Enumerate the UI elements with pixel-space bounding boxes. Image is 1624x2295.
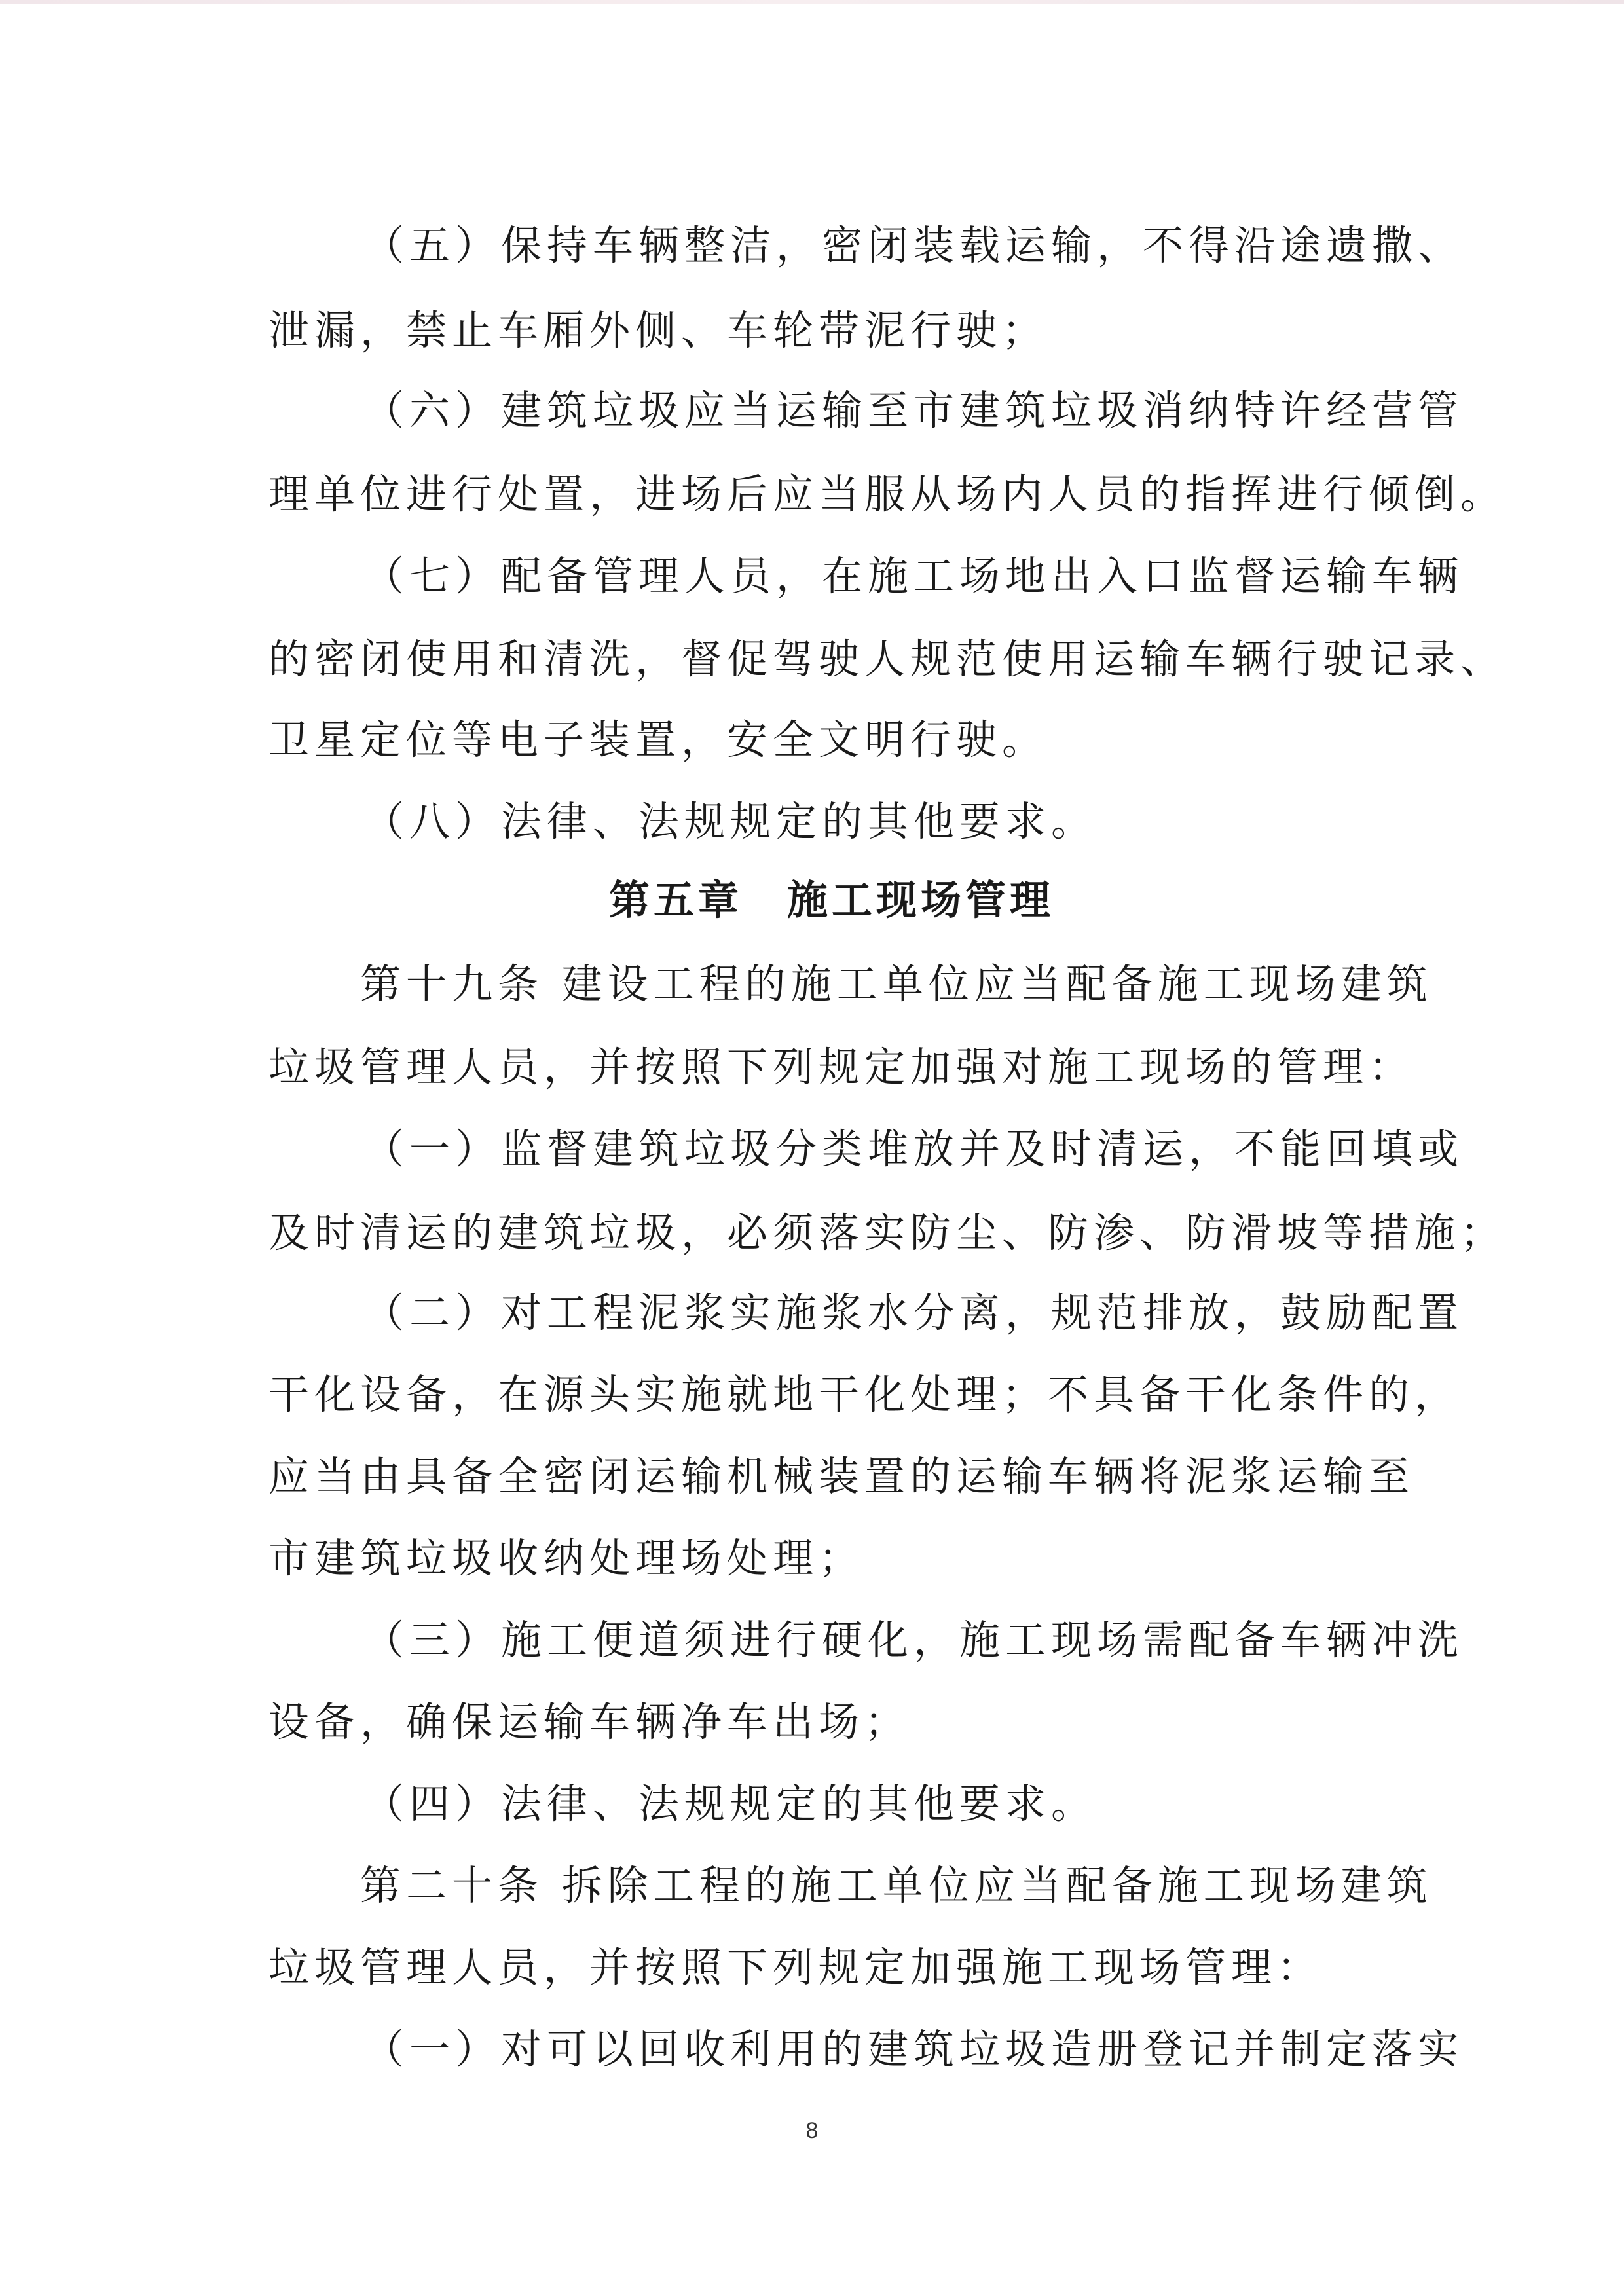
line-text: （一）对可以回收利用的建筑垃圾造册登记并制定落实 [363,2025,1464,2073]
paragraph-line [0,1598,1624,1683]
line-text: （一）监督建筑垃圾分类堆放并及时清运，不能回填或 [363,1125,1464,1173]
line-text: （五）保持车辆整洁，密闭装载运输，不得沿途遗撒、 [363,221,1464,269]
line-text: 干化设备，在源头实施就地干化处理；不具备干化条件的， [268,1370,1461,1418]
line-text: 应当由具备全密闭运输机械装置的运输车辆将泥浆运输至 [268,1452,1415,1500]
paragraph-line [0,779,1624,864]
line-text: 及时清运的建筑垃圾，必须落实防尘、防渗、防滑坡等措施； [268,1209,1507,1257]
heading-text: 第五章 施工现场管理 [609,876,1055,924]
line-text: 垃圾管理人员，并按照下列规定加强施工现场管理： [268,1943,1323,1991]
paragraph-line [0,617,1624,702]
line-text: 设备，确保运输车辆净车出场； [268,1698,911,1746]
paragraph-line [0,368,1624,453]
paragraph-line [0,1843,1624,1928]
line-text: 第十九条 建设工程的施工单位应当配备施工现场建筑 [360,960,1433,1008]
paragraph-line [0,534,1624,619]
paragraph-line [0,452,1624,537]
paragraph-line [0,1925,1624,2010]
line-text: （八）法律、法规规定的其他要求。 [363,798,1098,845]
line-text: 市建筑垃圾收纳处理场处理； [268,1534,865,1582]
paragraph-line [0,1107,1624,1192]
paragraph-line [0,288,1624,373]
line-text: （四）法律、法规规定的其他要求。 [363,1780,1098,1827]
paragraph-line [0,1190,1624,1276]
paragraph-line [0,2007,1624,2092]
line-text: 泄漏，禁止车厢外侧、车轮带泥行驶； [268,306,1048,354]
line-text: （六）建筑垃圾应当运输至市建筑垃圾消纳特许经营管 [363,386,1464,434]
paragraph-line [0,1680,1624,1765]
paragraph-line [0,1025,1624,1110]
paragraph-line [0,1352,1624,1437]
line-text: 垃圾管理人员，并按照下列规定加强对施工现场的管理： [268,1043,1415,1091]
chapter-heading [0,858,1624,943]
line-text: 卫星定位等电子装置，安全文明行驶。 [268,716,1048,763]
paragraph-line [0,1761,1624,1846]
paragraph-line [0,942,1624,1027]
line-text: （三）施工便道须进行硬化，施工现场需配备车辆冲洗 [363,1616,1464,1664]
paragraph-line [0,203,1624,288]
line-text: 的密闭使用和清洗，督促驾驶人规范使用运输车辆行驶记录、 [268,635,1507,683]
line-text: （七）配备管理人员，在施工场地出入口监督运输车辆 [363,552,1464,600]
line-text: 理单位进行处置，进场后应当服从场内人员的指挥进行倾倒。 [268,470,1507,518]
page-number: 8 [805,2118,819,2143]
line-text: （二）对工程泥浆实施浆水分离，规范排放，鼓励配置 [363,1289,1464,1336]
paragraph-line [0,697,1624,782]
paragraph-line [0,1516,1624,1601]
line-text: 第二十条 拆除工程的施工单位应当配备施工现场建筑 [360,1862,1433,1909]
paragraph-line [0,1434,1624,1519]
paragraph-line [0,1270,1624,1355]
